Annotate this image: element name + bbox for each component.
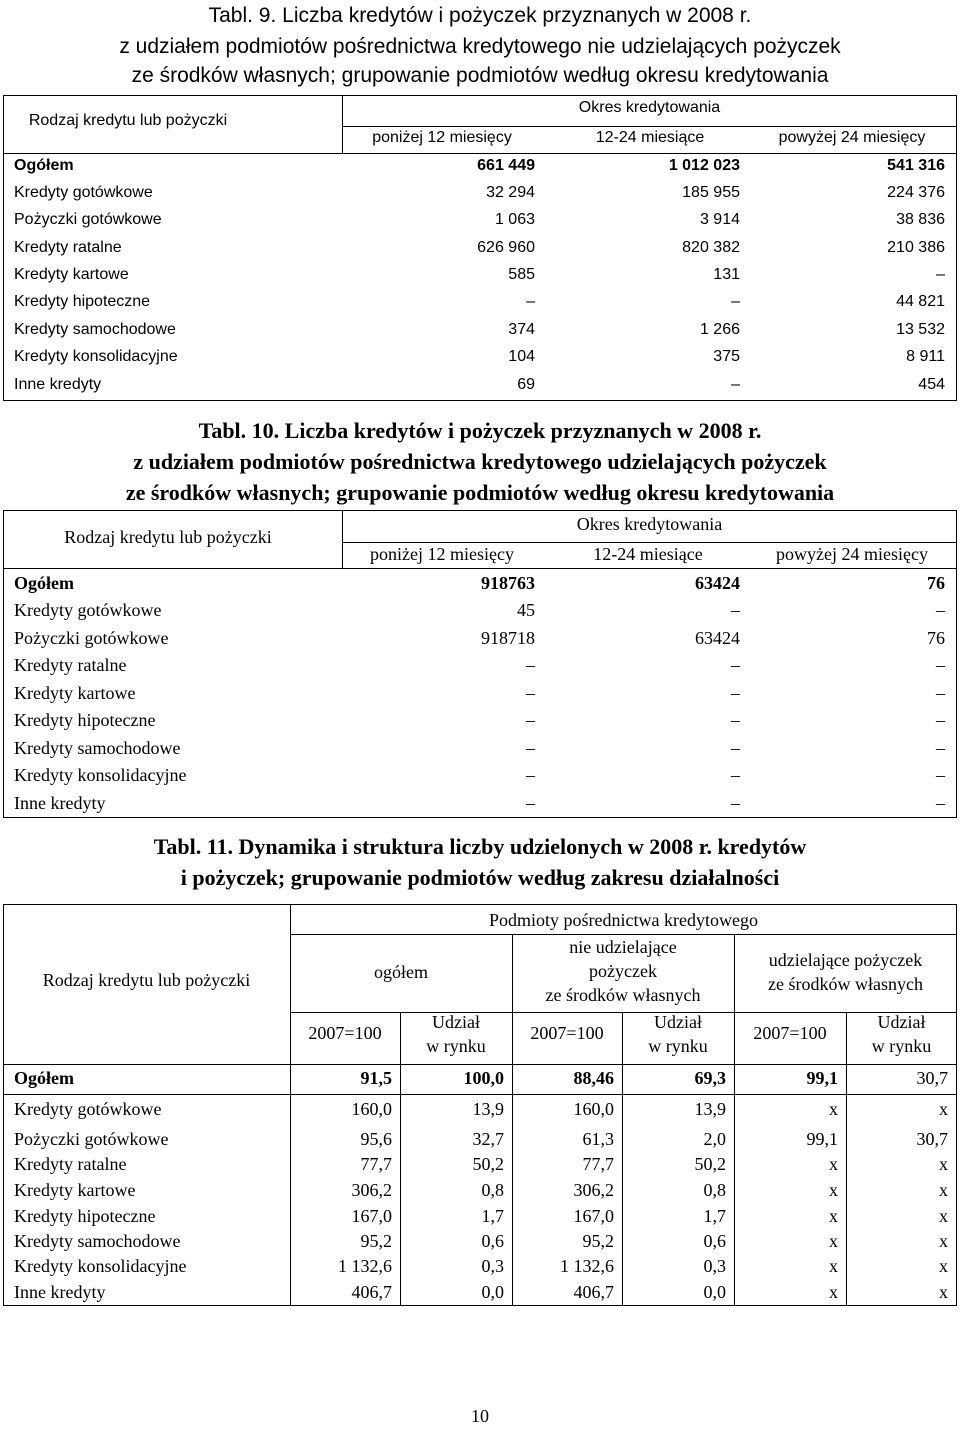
- cell-value: 0,8: [703, 1180, 726, 1200]
- table11-sub-share-1b: w rynku: [426, 1036, 486, 1056]
- cell-value: 38 836: [896, 211, 945, 228]
- row-label: Kredyty kartowe: [14, 1180, 136, 1200]
- row-label: Kredyty gotówkowe: [14, 1099, 162, 1119]
- cell-value: –: [936, 655, 945, 675]
- cell-value: 76: [927, 573, 945, 593]
- cell-value: –: [526, 793, 535, 813]
- cell-value: –: [526, 293, 535, 310]
- cell-value: –: [731, 293, 740, 310]
- cell-value: –: [731, 765, 740, 785]
- cell-value: –: [731, 600, 740, 620]
- cell-value: x: [939, 1231, 948, 1251]
- table10-col-header-2: 12-24 miesiące: [593, 544, 703, 564]
- cell-value: x: [939, 1282, 948, 1302]
- cell-value: 306,2: [573, 1180, 614, 1200]
- table11-sub-share-2b: w rynku: [648, 1036, 708, 1056]
- cell-value: 0,8: [481, 1180, 504, 1200]
- cell-value: 30,7: [916, 1129, 948, 1149]
- cell-value: 0,3: [703, 1256, 726, 1276]
- cell-value: x: [939, 1099, 948, 1119]
- table9-group-header: Okres kredytowania: [578, 99, 721, 116]
- cell-value: 32 294: [486, 184, 535, 201]
- cell-value: 1 132,6: [560, 1256, 614, 1276]
- cell-value: 1 063: [494, 211, 535, 228]
- table11-group-udz-line2: ze środków własnych: [768, 974, 923, 994]
- cell-value: 0,6: [703, 1231, 726, 1251]
- table10-group-header: Okres kredytowania: [576, 514, 723, 534]
- cell-value: 95,2: [360, 1231, 392, 1251]
- cell-value: 104: [508, 348, 535, 365]
- cell-value: 1,7: [481, 1206, 504, 1226]
- cell-value: 1 266: [699, 321, 740, 338]
- cell-value: x: [939, 1154, 948, 1174]
- cell-value: 13,9: [472, 1099, 504, 1119]
- table9-title-line1: Tabl. 9. Liczba kredytów i pożyczek przyznanych w 2008 r.: [208, 4, 752, 27]
- table11-sub-share-2a: Udział: [654, 1012, 702, 1032]
- table9-col-header-2: 12-24 miesiące: [595, 129, 705, 146]
- cell-value: 100,0: [463, 1068, 504, 1088]
- table10-header-divider: [3, 568, 957, 569]
- table11-header-divider: [3, 1064, 957, 1065]
- cell-value: x: [829, 1282, 838, 1302]
- row-label: Kredyty ratalne: [14, 1154, 127, 1174]
- cell-value: 160,0: [351, 1099, 392, 1119]
- cell-value: x: [829, 1231, 838, 1251]
- row-label: Kredyty ratalne: [14, 239, 122, 256]
- cell-value: 661 449: [477, 157, 535, 174]
- cell-value: –: [731, 683, 740, 703]
- cell-value: x: [829, 1206, 838, 1226]
- table10-subheader-divider: [342, 542, 957, 543]
- cell-value: –: [936, 683, 945, 703]
- cell-value: –: [731, 376, 740, 393]
- cell-value: 95,6: [360, 1129, 392, 1149]
- cell-value: 185 955: [682, 184, 740, 201]
- cell-value: 77,7: [582, 1154, 614, 1174]
- row-label: Ogółem: [14, 573, 74, 593]
- cell-value: –: [936, 765, 945, 785]
- cell-value: 131: [713, 266, 740, 283]
- table10-title-line2: z udziałem podmiotów pośrednictwa kredytowego udzielających pożyczek: [133, 449, 827, 474]
- cell-value: 375: [713, 348, 740, 365]
- cell-value: 32,7: [472, 1129, 504, 1149]
- cell-value: 77,7: [360, 1154, 392, 1174]
- cell-value: 61,3: [582, 1129, 614, 1149]
- table11-title-line2: i pożyczek; grupowanie podmiotów według zakresu działalności: [180, 865, 780, 890]
- row-label: Kredyty hipoteczne: [14, 1206, 156, 1226]
- cell-value: 76: [927, 628, 945, 648]
- row-label: Kredyty samochodowe: [14, 1231, 181, 1251]
- row-label: Kredyty kartowe: [14, 266, 129, 283]
- row-label: Pożyczki gotówkowe: [14, 211, 162, 228]
- cell-value: 63424: [695, 628, 740, 648]
- cell-value: 8 911: [906, 348, 945, 365]
- table11-group-header: Podmioty pośrednictwa kredytowego: [489, 910, 758, 930]
- cell-value: 820 382: [682, 239, 740, 256]
- cell-value: 13,9: [694, 1099, 726, 1119]
- cell-value: 306,2: [351, 1180, 392, 1200]
- cell-value: –: [526, 738, 535, 758]
- table9-col-header-3: powyżej 24 miesięcy: [778, 129, 926, 146]
- table11-group-nie-line3: ze środków własnych: [545, 985, 701, 1005]
- cell-value: 406,7: [351, 1282, 392, 1302]
- cell-value: x: [829, 1256, 838, 1276]
- cell-value: 50,2: [472, 1154, 504, 1174]
- table11-group-divider: [290, 934, 957, 935]
- table11-group-udz-line1: udzielające pożyczek: [768, 950, 923, 970]
- cell-value: 167,0: [351, 1206, 392, 1226]
- row-label: Kredyty konsolidacyjne: [14, 348, 178, 365]
- row-label: Kredyty konsolidacyjne: [14, 1256, 187, 1276]
- cell-value: –: [731, 655, 740, 675]
- row-label: Pożyczki gotówkowe: [14, 1129, 169, 1149]
- table11-total-divider: [3, 1094, 957, 1095]
- table9-title-line2: z udziałem podmiotów pośrednictwa kredytowego nie udzielających pożyczek: [119, 35, 841, 58]
- cell-value: x: [829, 1154, 838, 1174]
- cell-value: 2,0: [703, 1129, 726, 1149]
- cell-value: 99,1: [806, 1068, 838, 1088]
- table11-sub-index-3: 2007=100: [753, 1023, 827, 1043]
- cell-value: 0,0: [481, 1282, 504, 1302]
- cell-value: 918763: [481, 573, 535, 593]
- cell-value: 69: [517, 376, 535, 393]
- cell-value: –: [731, 738, 740, 758]
- table10-col-header-1: poniżej 12 miesięcy: [370, 544, 514, 564]
- cell-value: –: [526, 655, 535, 675]
- cell-value: x: [939, 1206, 948, 1226]
- cell-value: –: [731, 793, 740, 813]
- cell-value: 1,7: [703, 1206, 726, 1226]
- cell-value: 0,0: [703, 1282, 726, 1302]
- cell-value: 99,1: [806, 1129, 838, 1149]
- cell-value: –: [526, 683, 535, 703]
- cell-value: 3 914: [699, 211, 740, 228]
- table11-sub-index-1: 2007=100: [308, 1023, 382, 1043]
- row-label: Kredyty hipoteczne: [14, 293, 151, 310]
- row-label: Ogółem: [14, 1068, 74, 1088]
- cell-value: –: [526, 765, 535, 785]
- cell-value: 0,3: [481, 1256, 504, 1276]
- cell-value: x: [829, 1180, 838, 1200]
- row-label: Kredyty gotówkowe: [14, 184, 153, 201]
- cell-value: 0,6: [481, 1231, 504, 1251]
- cell-value: –: [936, 793, 945, 813]
- cell-value: 1 132,6: [338, 1256, 392, 1276]
- table11-group-nie-line2: pożyczek: [589, 961, 657, 981]
- row-label: Inne kredyty: [14, 376, 102, 393]
- cell-value: 210 386: [887, 239, 945, 256]
- cell-value: 160,0: [573, 1099, 614, 1119]
- row-label: Inne kredyty: [14, 793, 106, 813]
- table11-sub-index-2: 2007=100: [530, 1023, 604, 1043]
- row-label: Kredyty samochodowe: [14, 321, 176, 338]
- row-label: Kredyty gotówkowe: [14, 600, 162, 620]
- cell-value: x: [829, 1099, 838, 1119]
- row-label: Inne kredyty: [14, 1282, 106, 1302]
- cell-value: 374: [508, 321, 535, 338]
- cell-value: –: [936, 600, 945, 620]
- row-label: Kredyty ratalne: [14, 655, 127, 675]
- cell-value: x: [939, 1180, 948, 1200]
- cell-value: 95,2: [582, 1231, 614, 1251]
- table9-col-header-1: poniżej 12 miesięcy: [372, 129, 512, 146]
- cell-value: 44 821: [896, 293, 945, 310]
- table11-title-line1: Tabl. 11. Dynamika i struktura liczby udzielonych w 2008 r. kredytów: [153, 834, 807, 859]
- table11-group-nie-line1: nie udzielające: [569, 937, 677, 957]
- cell-value: 13 532: [896, 321, 945, 338]
- table11-group-ogolem: ogółem: [374, 962, 428, 982]
- table9-title-line3: ze środków własnych; grupowanie podmiotów według okresu kredytowania: [131, 64, 829, 87]
- table10-title-line1: Tabl. 10. Liczba kredytów i pożyczek przyznanych w 2008 r.: [198, 418, 762, 443]
- cell-value: 30,7: [916, 1068, 948, 1088]
- table10-row-header: Rodzaj kredytu lub pożyczki: [64, 527, 272, 547]
- cell-value: –: [936, 266, 945, 283]
- cell-value: 541 316: [887, 157, 945, 174]
- row-label: Kredyty kartowe: [14, 683, 136, 703]
- cell-value: 224 376: [887, 184, 945, 201]
- table10-title-line3: ze środków własnych; grupowanie podmiotów według okresu kredytowania: [125, 480, 835, 505]
- cell-value: 918718: [481, 628, 535, 648]
- table9-row-header: Rodzaj kredytu lub pożyczki: [28, 112, 228, 129]
- cell-value: –: [731, 710, 740, 730]
- cell-value: –: [526, 710, 535, 730]
- cell-value: 406,7: [573, 1282, 614, 1302]
- row-label: Kredyty samochodowe: [14, 738, 181, 758]
- cell-value: 454: [918, 376, 945, 393]
- cell-value: 69,3: [694, 1068, 726, 1088]
- table11-sub-share-1a: Udział: [432, 1012, 480, 1032]
- cell-value: 167,0: [573, 1206, 614, 1226]
- cell-value: 50,2: [694, 1154, 726, 1174]
- table11-row-header: Rodzaj kredytu lub pożyczki: [42, 970, 251, 990]
- cell-value: 626 960: [477, 239, 535, 256]
- table11-sub-share-3a: Udział: [877, 1012, 926, 1032]
- cell-value: –: [936, 738, 945, 758]
- cell-value: –: [936, 710, 945, 730]
- page-number: 10: [471, 1406, 489, 1426]
- row-label: Kredyty hipoteczne: [14, 710, 156, 730]
- cell-value: 1 012 023: [668, 157, 740, 174]
- cell-value: x: [939, 1256, 948, 1276]
- cell-value: 88,46: [573, 1068, 614, 1088]
- cell-value: 585: [508, 266, 535, 283]
- table10-col-header-3: powyżej 24 miesięcy: [776, 544, 928, 564]
- row-label: Ogółem: [14, 157, 74, 174]
- row-label: Pożyczki gotówkowe: [14, 628, 169, 648]
- table9-subheader-divider: [342, 126, 957, 127]
- cell-value: 91,5: [360, 1068, 392, 1088]
- cell-value: 45: [517, 600, 535, 620]
- row-label: Kredyty konsolidacyjne: [14, 765, 187, 785]
- cell-value: 63424: [695, 573, 740, 593]
- table11-sub-share-3b: w rynku: [871, 1036, 932, 1056]
